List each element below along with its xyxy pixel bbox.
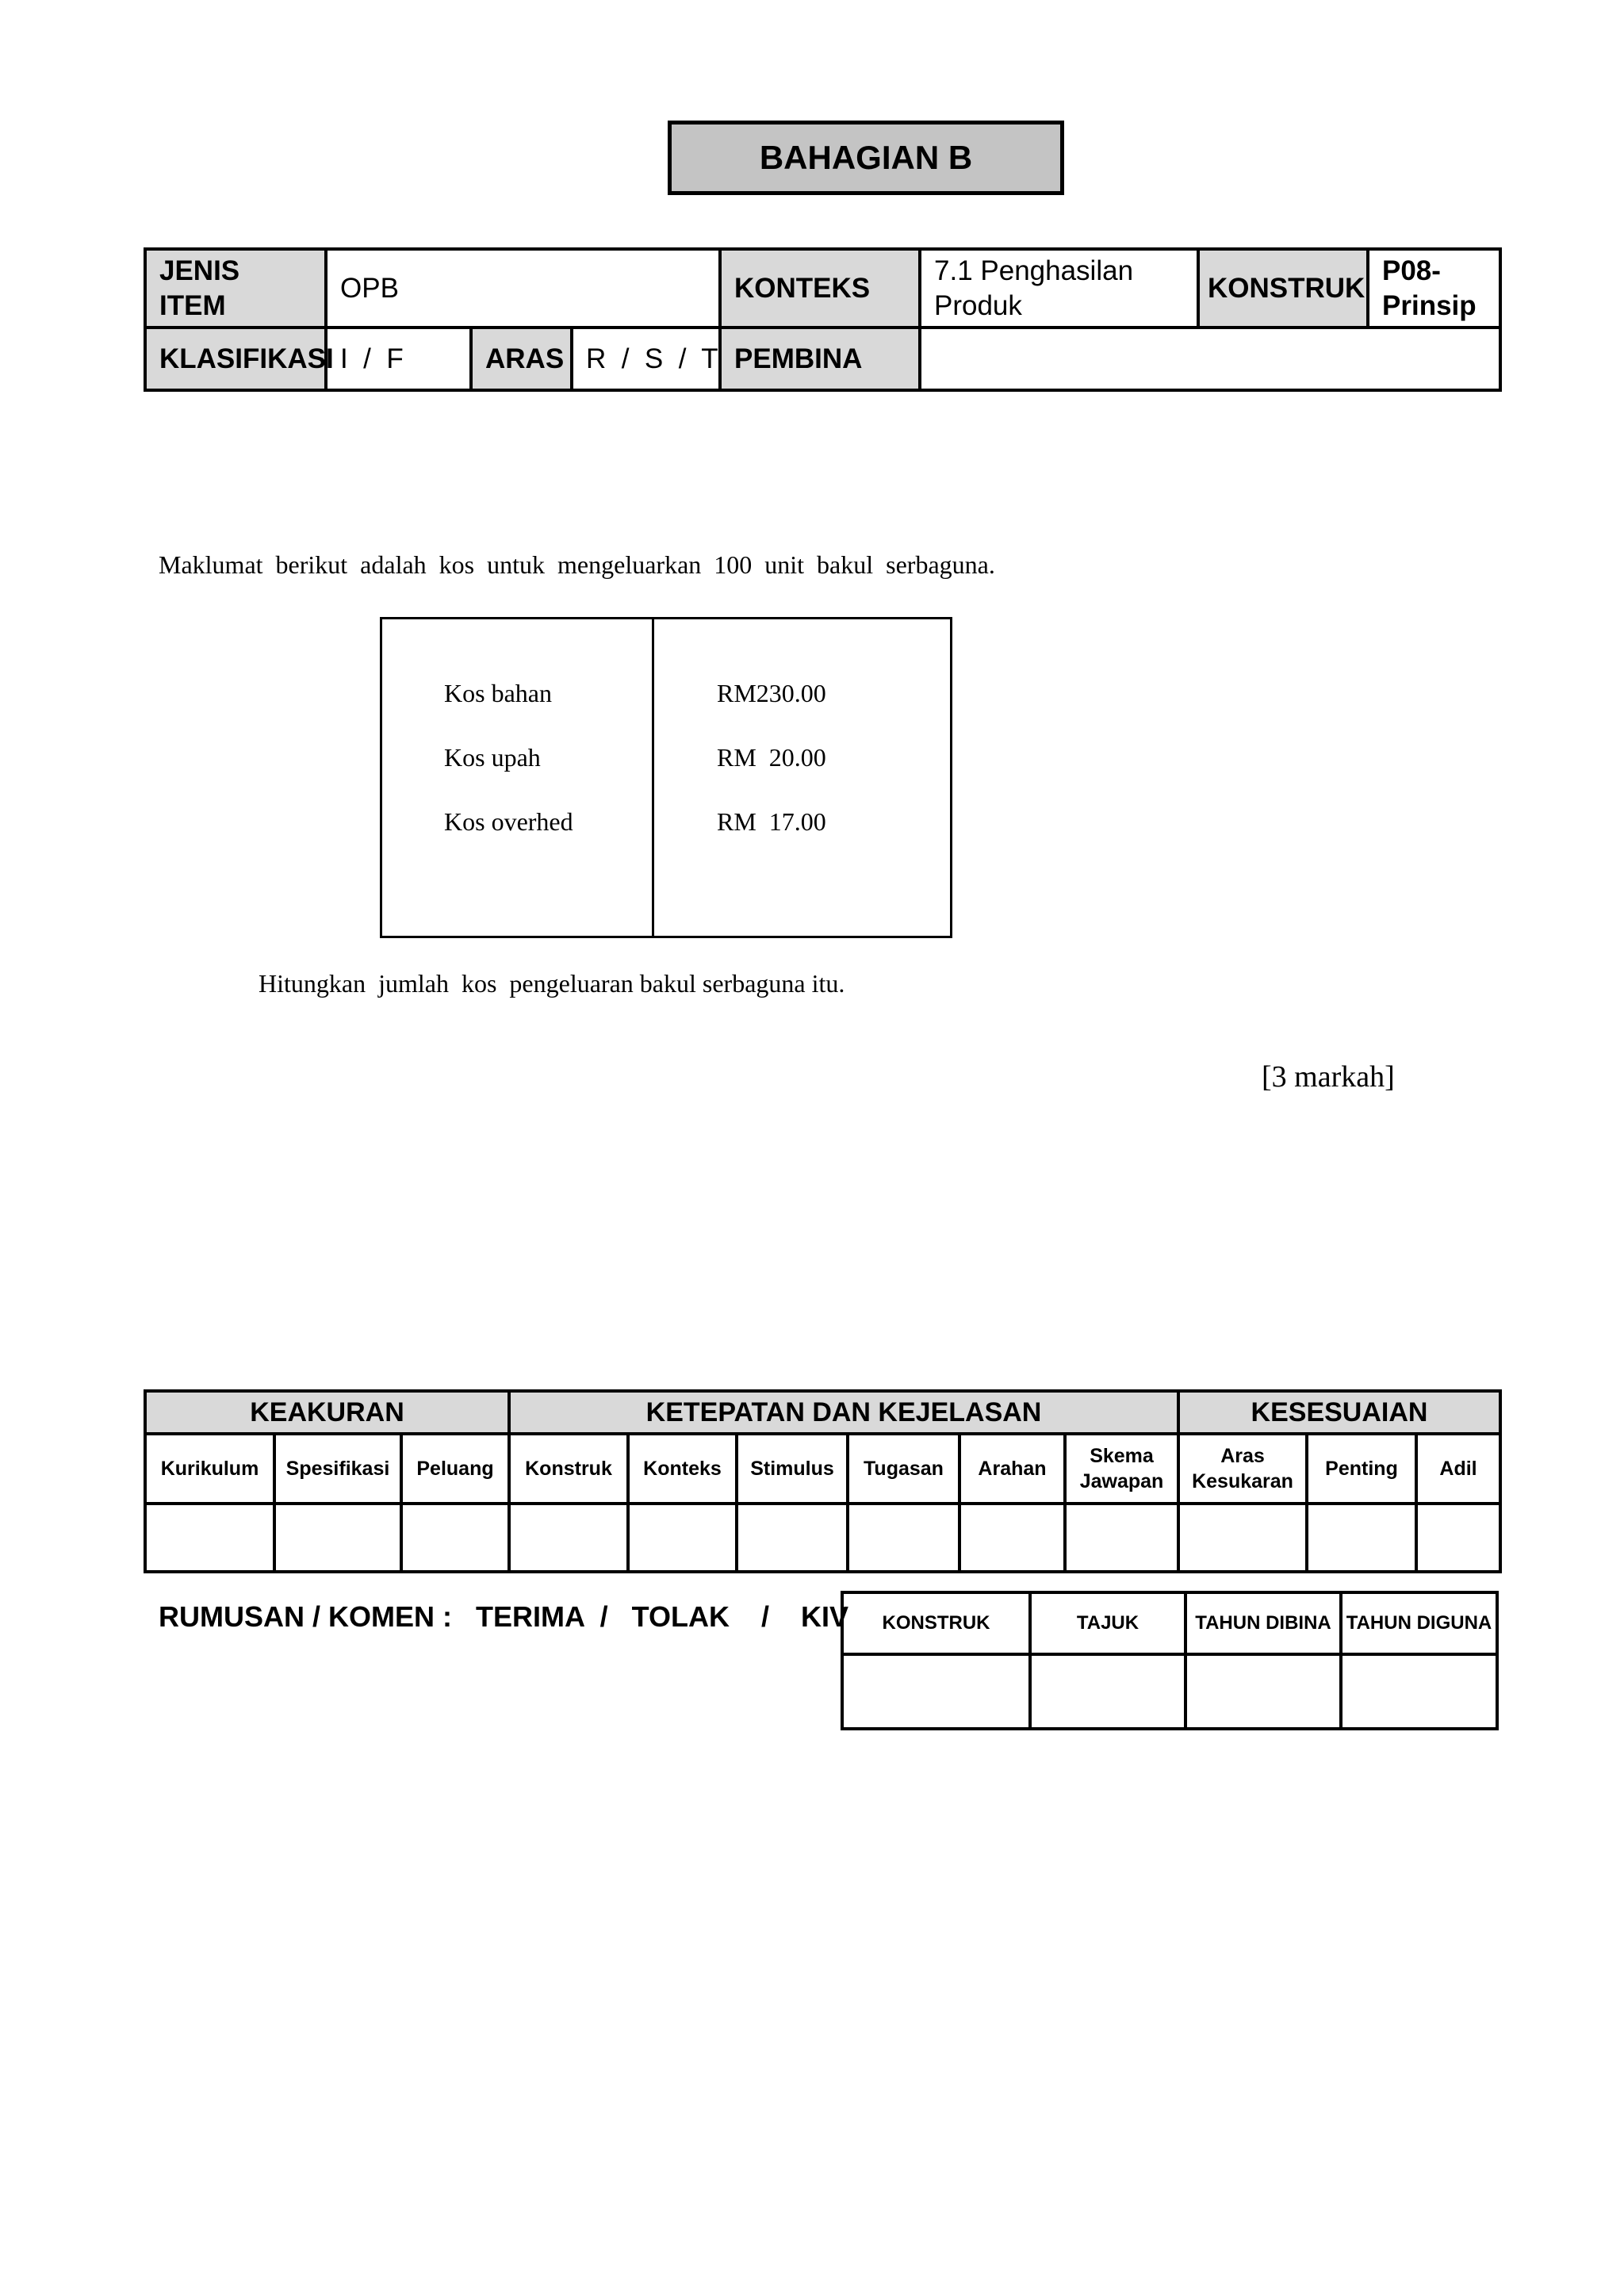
review-cell xyxy=(848,1504,959,1572)
item-info-table xyxy=(144,247,1502,392)
question-instruction: Hitungkan jumlah kos pengeluaran bakul serbaguna itu. xyxy=(259,969,845,998)
col-kurikulum: Kurikulum xyxy=(145,1434,274,1504)
pembina-value xyxy=(920,328,1500,390)
cost-table xyxy=(380,617,952,938)
cost-label-overhed: Kos overhed xyxy=(444,807,573,836)
aras-value: R / S / T xyxy=(572,328,720,390)
meta-col-tahun-diguna: TAHUN DIGUNA xyxy=(1341,1592,1497,1654)
review-cell xyxy=(737,1504,848,1572)
review-cell xyxy=(145,1504,274,1572)
jenis-item-value: OPB xyxy=(326,249,720,328)
klasifikasi-value: I / F xyxy=(326,328,471,390)
col-spesifikasi: Spesifikasi xyxy=(274,1434,401,1504)
meta-col-tajuk: TAJUK xyxy=(1030,1592,1185,1654)
rumusan-komen: RUMUSAN / KOMEN : TERIMA / TOLAK / KIV xyxy=(159,1600,849,1633)
klasifikasi-label: KLASIFIKASI xyxy=(145,328,326,390)
col-aras-kesukaran: Aras Kesukaran xyxy=(1178,1434,1307,1504)
aras-label: ARAS xyxy=(471,328,572,390)
group-kesesuaian: KESESUAIAN xyxy=(1178,1391,1500,1434)
review-table xyxy=(144,1389,1502,1573)
meta-col-tahun-dibina: TAHUN DIBINA xyxy=(1185,1592,1341,1654)
review-cell xyxy=(401,1504,509,1572)
meta-cell xyxy=(1185,1654,1341,1729)
col-konstruk: Konstruk xyxy=(509,1434,628,1504)
cost-label-upah: Kos upah xyxy=(444,743,541,772)
col-peluang: Peluang xyxy=(401,1434,509,1504)
group-ketepatan-kejelasan: KETEPATAN DAN KEJELASAN xyxy=(509,1391,1178,1434)
review-cell xyxy=(628,1504,737,1572)
review-cell xyxy=(274,1504,401,1572)
konteks-value: 7.1 Penghasilan Produk xyxy=(921,251,1200,326)
group-keakuran: KEAKURAN xyxy=(145,1391,509,1434)
cost-label-bahan: Kos bahan xyxy=(444,679,552,707)
marks-label: [3 markah] xyxy=(1262,1060,1395,1094)
col-penting: Penting xyxy=(1307,1434,1416,1504)
review-cell xyxy=(1178,1504,1307,1572)
cost-value-overhed: RM 17.00 xyxy=(717,807,826,836)
col-arahan: Arahan xyxy=(959,1434,1065,1504)
col-adil: Adil xyxy=(1416,1434,1500,1504)
review-cell xyxy=(1307,1504,1416,1572)
meta-cell xyxy=(842,1654,1030,1729)
jenis-item-label: JENIS ITEM xyxy=(145,249,326,328)
review-cell xyxy=(1416,1504,1500,1572)
konteks-label: KONTEKS xyxy=(720,249,920,328)
konteks-konstruk-cell xyxy=(920,249,1500,328)
cost-value-upah: RM 20.00 xyxy=(717,743,826,772)
col-tugasan: Tugasan xyxy=(848,1434,959,1504)
review-cell xyxy=(959,1504,1065,1572)
col-stimulus: Stimulus xyxy=(737,1434,848,1504)
cost-table-divider xyxy=(652,617,654,938)
cost-value-bahan: RM230.00 xyxy=(717,679,826,707)
col-konteks: Konteks xyxy=(628,1434,737,1504)
konstruk-label: KONSTRUK xyxy=(1200,251,1369,326)
question-intro: Maklumat berikut adalah kos untuk mengeluarkan 100 unit bakul serbaguna. xyxy=(159,550,995,579)
meta-cell xyxy=(1341,1654,1497,1729)
meta-col-konstruk: KONSTRUK xyxy=(842,1592,1030,1654)
section-title: BAHAGIAN B xyxy=(668,121,1064,195)
review-cell xyxy=(1065,1504,1178,1572)
col-skema-jawapan: Skema Jawapan xyxy=(1065,1434,1178,1504)
review-cell xyxy=(509,1504,628,1572)
konstruk-value: P08-Prinsip xyxy=(1382,255,1477,321)
meta-cell xyxy=(1030,1654,1185,1729)
pembina-label: PEMBINA xyxy=(720,328,920,390)
meta-table xyxy=(841,1591,1499,1730)
